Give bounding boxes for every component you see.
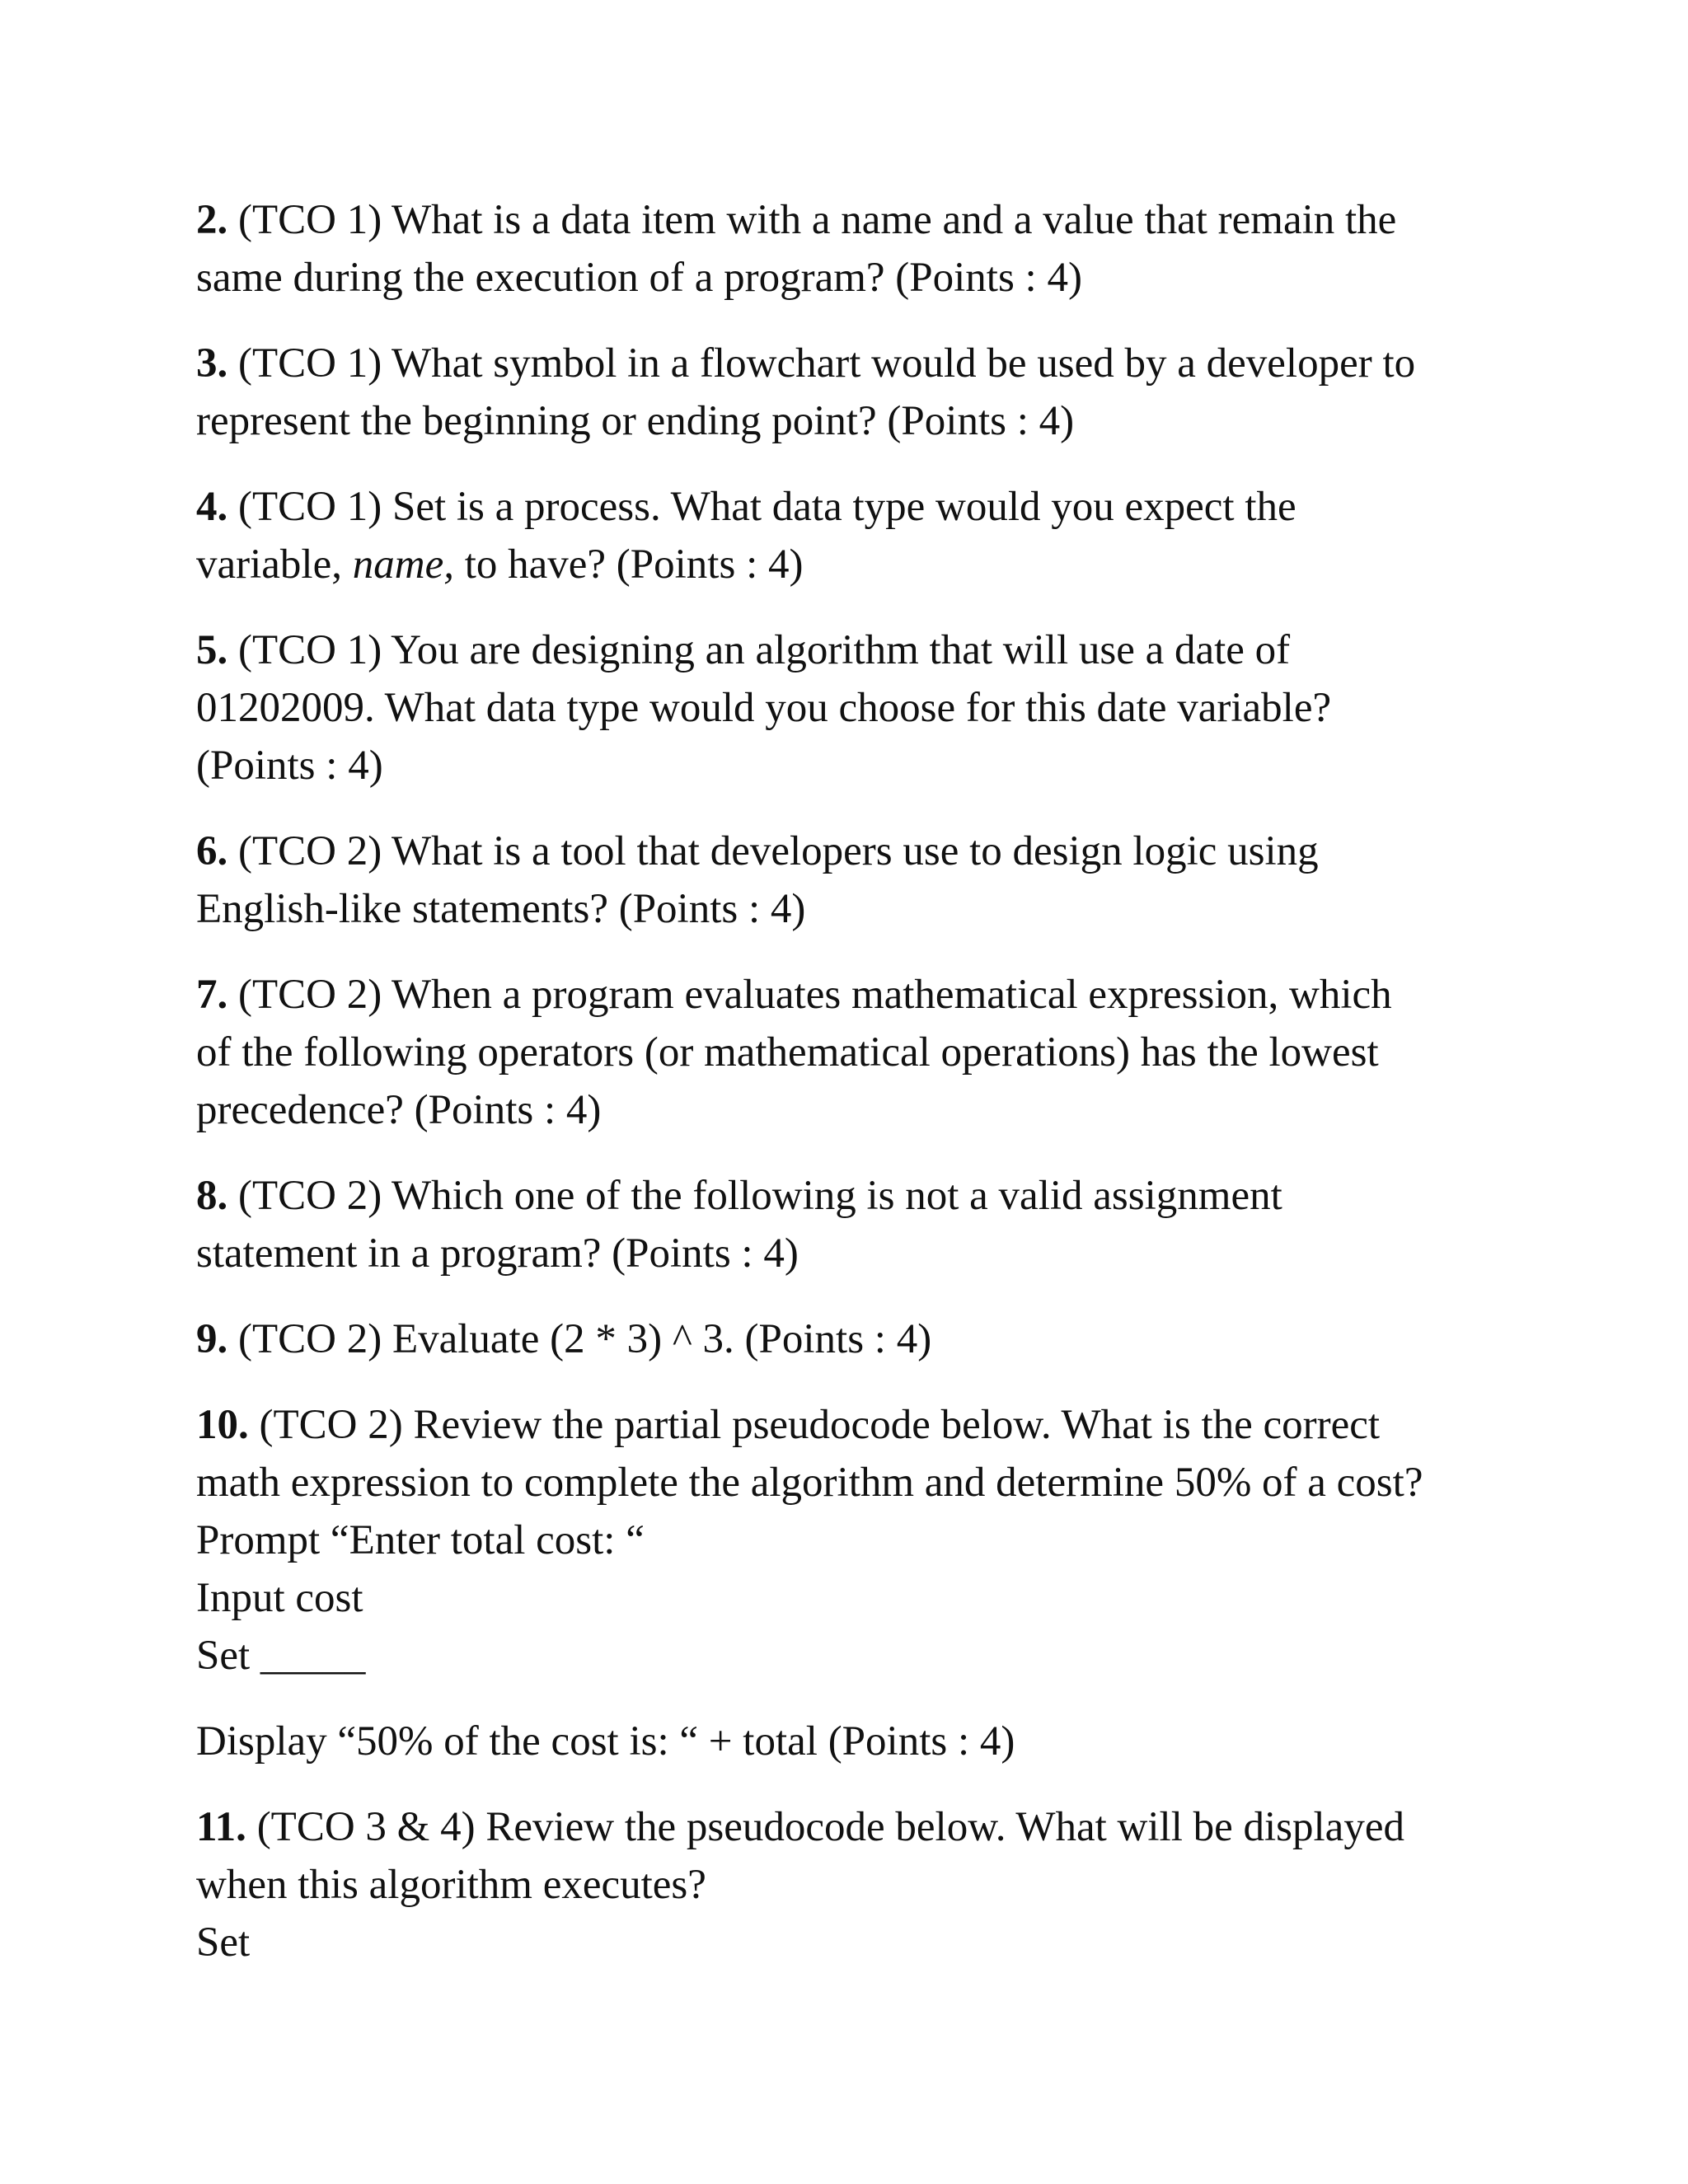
question-text: (TCO 2) When a program evaluates mathematical expression, which bbox=[238, 972, 1392, 1018]
question-11 bbox=[196, 1798, 1515, 1971]
question-text: math expression to complete the algorithm and determine 50% of a cost? bbox=[196, 1460, 1423, 1506]
question-text: (TCO 2) Evaluate (2 * 3) ^ 3. (Points : 4) bbox=[238, 1316, 932, 1362]
question-line bbox=[196, 966, 1515, 1024]
question-8 bbox=[196, 1167, 1515, 1282]
question-text: 01202009. What data type would you choose for this date variable? bbox=[196, 685, 1332, 731]
question-number: 7. bbox=[196, 972, 228, 1018]
question-text: (TCO 2) What is a tool that developers use to design logic using bbox=[238, 828, 1319, 874]
question-7 bbox=[196, 966, 1515, 1139]
question-text: (TCO 1) You are designing an algorithm that will use a date of bbox=[238, 627, 1291, 673]
question-3 bbox=[196, 335, 1515, 450]
question-line bbox=[196, 536, 1515, 593]
pseudocode-line: Prompt “Enter total cost: “ bbox=[196, 1517, 645, 1563]
question-number: 9. bbox=[196, 1316, 228, 1362]
question-text: precedence? (Points : 4) bbox=[196, 1087, 602, 1133]
question-text: to have? (Points : 4) bbox=[453, 541, 804, 588]
question-number: 6. bbox=[196, 828, 228, 874]
question-line bbox=[196, 478, 1515, 536]
question-text: (Points : 4) bbox=[196, 743, 383, 789]
question-text: represent the beginning or ending point? (Points : 4) bbox=[196, 398, 1075, 444]
variable-name: name, bbox=[352, 541, 454, 588]
question-text: (TCO 2) Which one of the following is not a valid assignment bbox=[238, 1173, 1282, 1219]
question-number: 2. bbox=[196, 197, 228, 243]
question-number: 3. bbox=[196, 340, 228, 387]
question-text: (TCO 1) What symbol in a flowchart would be used by a developer to bbox=[238, 340, 1416, 387]
question-line bbox=[196, 1310, 1515, 1368]
question-text: (TCO 2) Review the partial pseudocode below. What is the correct bbox=[259, 1402, 1381, 1448]
question-text: statement in a program? (Points : 4) bbox=[196, 1230, 799, 1277]
question-number: 8. bbox=[196, 1173, 228, 1219]
pseudocode-line: Set bbox=[196, 1919, 251, 1966]
question-text: (TCO 1) What is a data item with a name and a value that remain the bbox=[238, 197, 1397, 243]
question-text: of the following operators (or mathematical operations) has the lowest bbox=[196, 1029, 1379, 1076]
question-text: (TCO 1) Set is a process. What data type would you expect the bbox=[238, 484, 1296, 530]
question-text: (TCO 3 & 4) Review the pseudocode below. What will be displayed bbox=[256, 1804, 1404, 1850]
question-line bbox=[196, 621, 1515, 679]
question-line bbox=[196, 1798, 1515, 1856]
pseudocode-line: Display “50% of the cost is: “ + total (Points : 4) bbox=[196, 1718, 1015, 1765]
question-list bbox=[196, 191, 1515, 1999]
pseudocode-line: Input cost bbox=[196, 1575, 363, 1621]
question-number: 5. bbox=[196, 627, 228, 673]
question-line bbox=[196, 823, 1515, 880]
question-4 bbox=[196, 478, 1515, 593]
question-text: when this algorithm executes? bbox=[196, 1862, 706, 1908]
question-2 bbox=[196, 191, 1515, 307]
question-5 bbox=[196, 621, 1515, 794]
question-line bbox=[196, 1167, 1515, 1225]
question-line bbox=[196, 191, 1515, 249]
question-6 bbox=[196, 823, 1515, 938]
question-text: variable, bbox=[196, 541, 353, 588]
pseudocode-line: Set _____ bbox=[196, 1633, 366, 1679]
question-number: 4. bbox=[196, 484, 228, 530]
question-line bbox=[196, 1396, 1515, 1454]
question-line bbox=[196, 335, 1515, 392]
question-10 bbox=[196, 1396, 1515, 1770]
question-9 bbox=[196, 1310, 1515, 1368]
question-number: 11. bbox=[196, 1804, 246, 1850]
question-number: 10. bbox=[196, 1402, 249, 1448]
question-text: same during the execution of a program? (Points : 4) bbox=[196, 255, 1082, 301]
question-text: English-like statements? (Points : 4) bbox=[196, 886, 806, 932]
